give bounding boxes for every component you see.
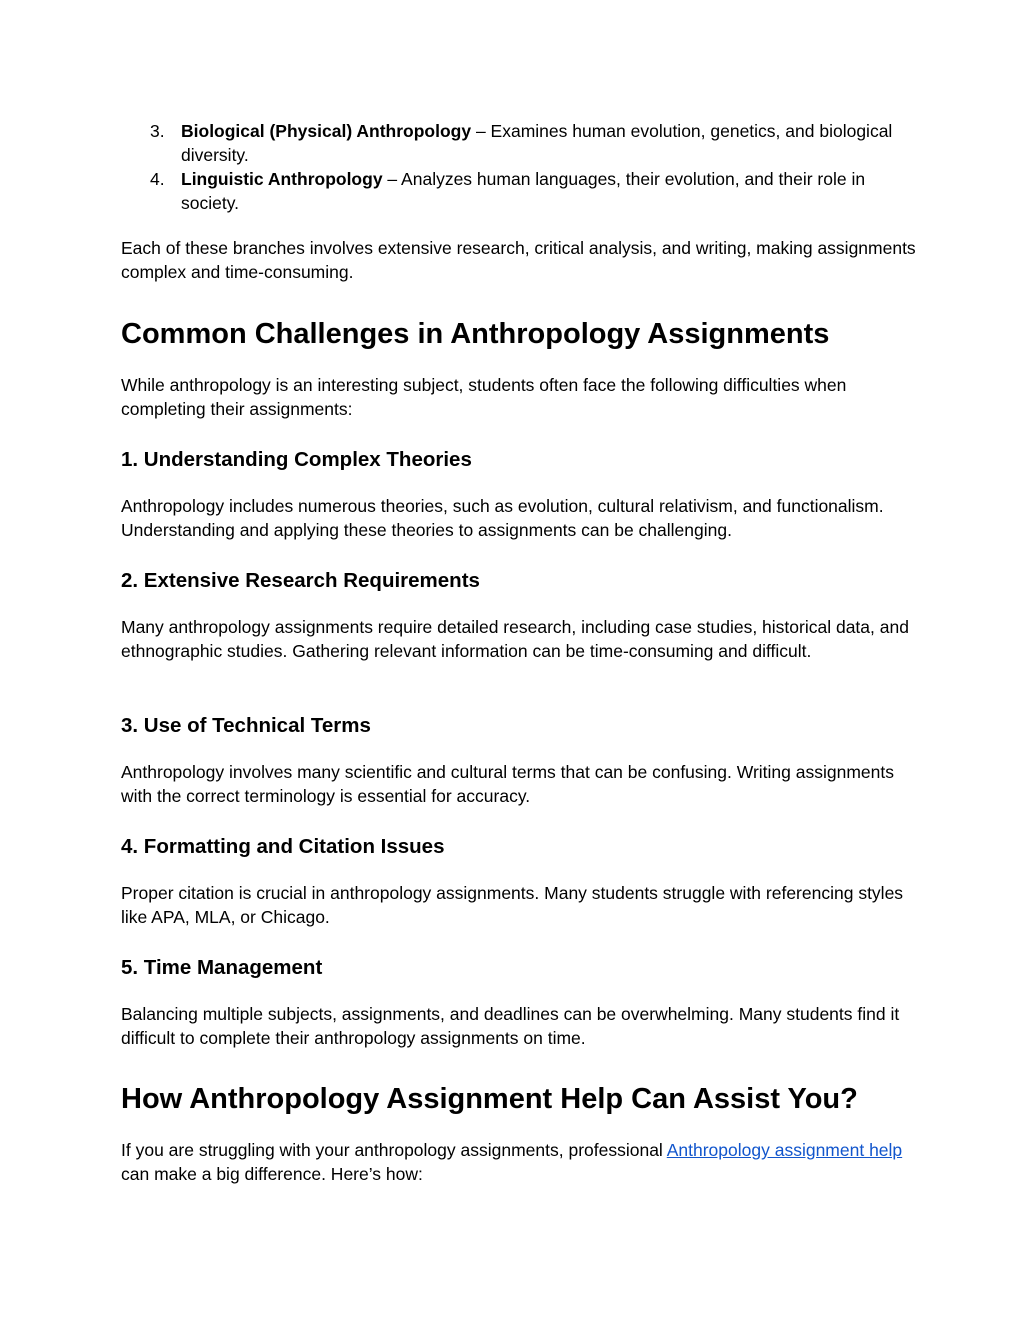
challenge-title: 3. Use of Technical Terms	[121, 714, 371, 737]
list-description: – Examines human evolution, genetics, and biological diversity.	[181, 121, 893, 166]
challenge-title: 2. Extensive Research Requirements	[121, 569, 480, 592]
list-term: Biological (Physical) Anthropology	[181, 121, 472, 141]
challenge-body: Many anthropology assignments require detailed research, including case studies, historical data, and ethnographic studies. Gathering relevant information can be time-consuming and difficult.	[121, 617, 909, 662]
challenge-body: Anthropology includes numerous theories, such as evolution, cultural relativism, and functionalism. Understanding and applying these theories to assignments can be challenging.	[121, 496, 884, 541]
list-number: 3.	[150, 121, 165, 141]
challenge-title: 1. Understanding Complex Theories	[121, 448, 472, 471]
list-number: 4.	[150, 169, 165, 189]
challenges-intro: While anthropology is an interesting subject, students often face the following difficulties when completing their assignments:	[121, 375, 847, 420]
challenge-title: 4. Formatting and Citation Issues	[121, 835, 445, 858]
help-paragraph	[121, 1138, 921, 1187]
list-term: Linguistic Anthropology	[181, 169, 383, 189]
help-text-after: can make a big difference. Here’s how:	[121, 1164, 423, 1185]
challenges-heading: Common Challenges in Anthropology Assignments	[121, 318, 830, 350]
help-heading: How Anthropology Assignment Help Can Assist You?	[121, 1083, 858, 1115]
intro-paragraph: Each of these branches involves extensive research, critical analysis, and writing, making assignments complex and time-consuming.	[121, 238, 916, 283]
anthropology-help-link[interactable]: Anthropology assignment help	[666, 1140, 903, 1160]
help-text-before: If you are struggling with your anthropology assignments, professional	[121, 1140, 667, 1160]
list-item	[121, 119, 921, 168]
challenge-body: Anthropology involves many scientific and cultural terms that can be confusing. Writing assignments with the correct terminology is essential for accuracy.	[121, 762, 894, 807]
list-description: – Analyzes human languages, their evolution, and their role in society.	[181, 169, 866, 214]
challenge-title: 5. Time Management	[121, 956, 323, 979]
challenge-body: Balancing multiple subjects, assignments, and deadlines can be overwhelming. Many students find it difficult to complete their anthropology assignments on time.	[121, 1004, 900, 1049]
list-item	[121, 167, 921, 216]
list-text	[181, 167, 921, 216]
challenge-body: Proper citation is crucial in anthropology assignments. Many students struggle with referencing styles like APA, MLA, or Chicago.	[121, 883, 904, 928]
list-text	[181, 119, 921, 168]
